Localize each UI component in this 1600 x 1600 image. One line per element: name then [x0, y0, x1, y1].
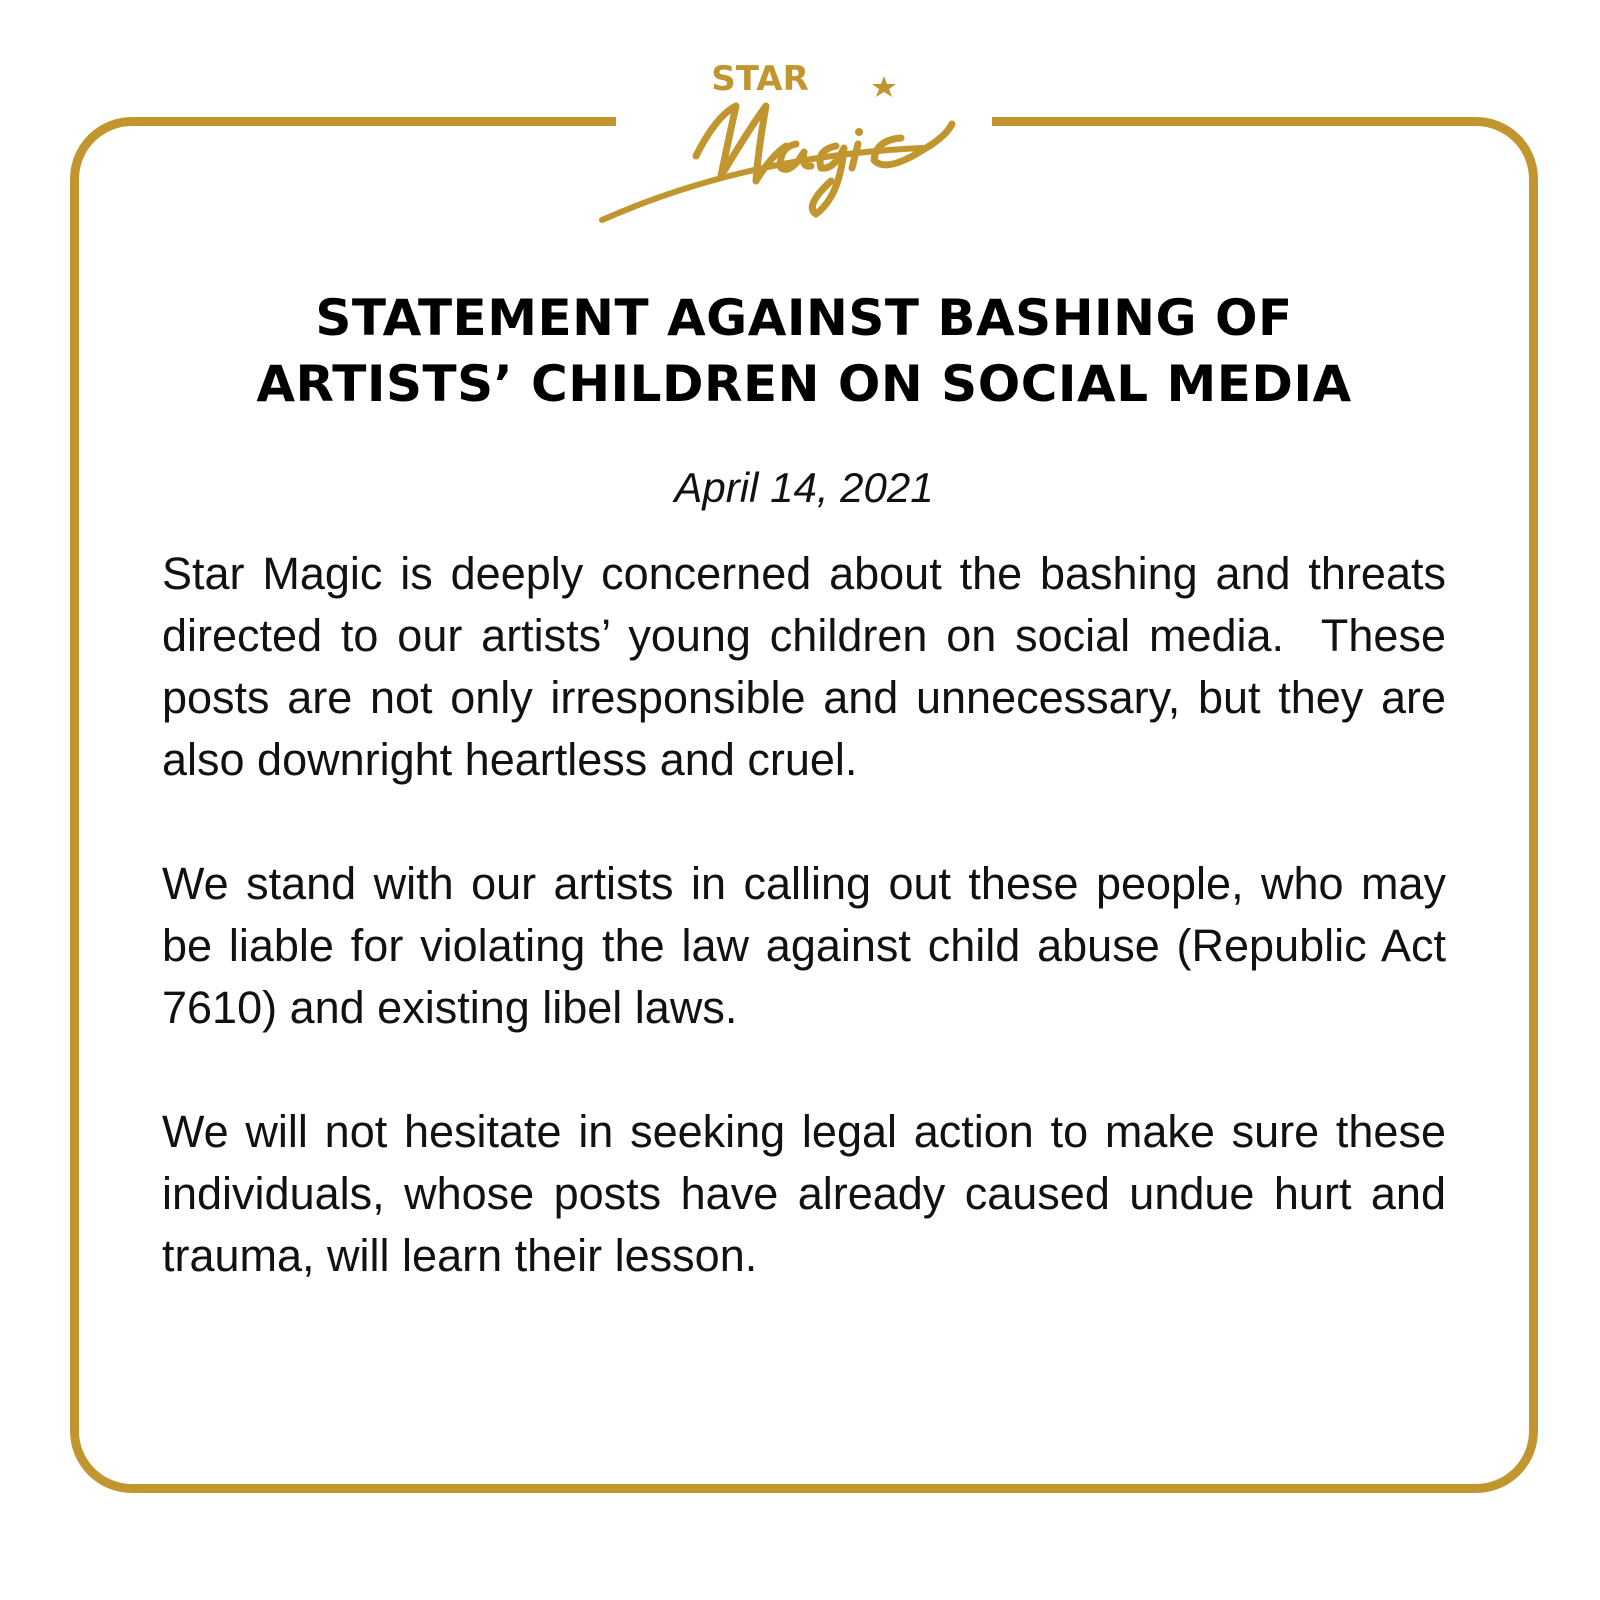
star-magic-logo — [596, 56, 996, 236]
title-line-1: STATEMENT AGAINST BASHING OF — [315, 289, 1293, 347]
body-paragraph-1: Star Magic is deeply concerned about the bashing and threats directed to our artists’ young children on social media. These posts are not only irresponsible and unnecessary, but they are also downright heartless and cruel. — [162, 548, 1459, 785]
statement-date: April 14, 2021 — [674, 464, 934, 511]
logo-star-text: STAR — [711, 59, 809, 99]
body-paragraph-2: We stand with our artists in calling out these people, who may be liable for violating the law against child abuse (Republic Act 7610) and existing libel laws. — [162, 858, 1459, 1033]
title-line-2: ARTISTS’ CHILDREN ON SOCIAL MEDIA — [256, 355, 1352, 413]
body-paragraph-3: We will not hesitate in seeking legal action to make sure these individuals, whose posts have already caused undue hurt and trauma, will learn their lesson. — [162, 1106, 1459, 1281]
statement-title — [160, 285, 1448, 417]
statement-body — [162, 543, 1459, 1287]
star-icon — [872, 76, 896, 97]
